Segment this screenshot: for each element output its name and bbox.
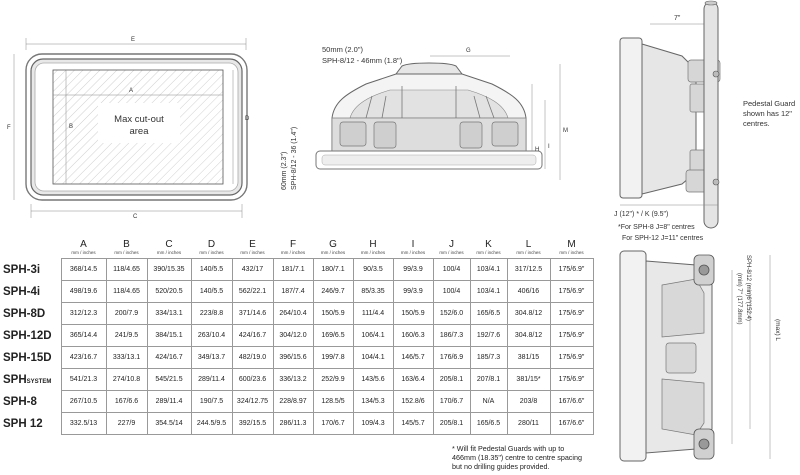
pedestal-note-line3: centres. <box>743 119 770 128</box>
col-header-j: J <box>449 239 454 250</box>
table-cell: 90/3.5 <box>353 259 393 281</box>
footnote-line1: * Will fit Pedestal Guards with up to <box>452 444 565 453</box>
table-cell: 334/13.1 <box>147 303 191 325</box>
model-name <box>3 413 61 435</box>
unit-label: mm / inches <box>476 250 501 255</box>
table-cell: 336/13.2 <box>273 369 313 391</box>
table-cell: 381/15 <box>507 347 550 369</box>
model-name <box>3 259 61 281</box>
unit-label: mm / inches <box>199 250 224 255</box>
table-cell: 312/12.3 <box>61 303 106 325</box>
pedestal-note-line2: shown has 12" <box>743 109 792 118</box>
table-cell: 190/7.5 <box>191 391 232 413</box>
table-cell: 150/5.9 <box>313 303 353 325</box>
table-cell: 180/7.1 <box>313 259 353 281</box>
dim-b-label: B <box>69 124 74 130</box>
unit-label: mm / inches <box>156 250 182 255</box>
table-cell: 103/4.1 <box>470 281 507 303</box>
table-cell: 246/9.7 <box>313 281 353 303</box>
table-cell: 140/5.5 <box>191 259 232 281</box>
dim-h-label: H <box>535 147 540 153</box>
table-cell: 562/22.1 <box>232 281 273 303</box>
sph8-centres-note: *For SPH-8 J=8" centres <box>618 224 695 231</box>
table-cell: 199/7.8 <box>313 347 353 369</box>
table-cell: 384/15.1 <box>147 325 191 347</box>
table-cell: 150/5.9 <box>393 303 433 325</box>
model-name <box>3 391 61 413</box>
table-cell: 175/6.9" <box>550 259 593 281</box>
table-cell: 152.8/6 <box>393 391 433 413</box>
min-spacing-label: (min) 7" (177.8mm) <box>736 273 742 325</box>
dim-d-label: D <box>245 116 250 122</box>
unit-label: mm / inches <box>320 250 346 255</box>
table-cell: 406/16 <box>507 281 550 303</box>
table-cell: 143/5.6 <box>353 369 393 391</box>
table-cell: 289/11.4 <box>147 391 191 413</box>
table-header-row <box>3 239 593 250</box>
table-cell: 134/5.3 <box>353 391 393 413</box>
table-cell: 223/8.8 <box>191 303 232 325</box>
table-row <box>3 281 593 303</box>
model-name <box>3 369 61 391</box>
table-cell: 371/14.6 <box>232 303 273 325</box>
table-cell: 109/4.3 <box>353 413 393 435</box>
table-cell: 600/23.6 <box>232 369 273 391</box>
col-header-a: A <box>80 239 87 250</box>
dim-e-label: E <box>131 37 136 43</box>
table-cell: 111/4.4 <box>353 303 393 325</box>
table-cell: 317/12.5 <box>507 259 550 281</box>
display-side <box>620 38 642 198</box>
table-cell: 349/13.7 <box>191 347 232 369</box>
sph12-centres-note: For SPH-12 J=11" centres <box>622 235 704 242</box>
col-header-g: G <box>329 239 337 250</box>
table-cell: 175/6.9" <box>550 369 593 391</box>
jk-dim-label: J (12") * / K (9.5") <box>614 211 669 218</box>
table-cell: 163/6.4 <box>393 369 433 391</box>
table-cell: 169/6.5 <box>313 325 353 347</box>
table-row <box>3 347 593 369</box>
dim-a-label: A <box>129 88 134 94</box>
table-cell: 167/6.6 <box>106 391 147 413</box>
table-cell: 390/15.35 <box>147 259 191 281</box>
dim-i-label: I <box>548 144 550 150</box>
max-spacing-label: (max) L <box>774 319 781 342</box>
display-edge-bottom <box>620 251 646 461</box>
table-cell: 103/4.1 <box>470 259 507 281</box>
table-row <box>3 369 593 391</box>
table-cell: 146/5.7 <box>393 347 433 369</box>
table-cell: 267/10.5 <box>61 391 106 413</box>
cut-out-label-line2: area <box>129 126 149 137</box>
bottom-view-drawing <box>600 245 800 475</box>
table-cell: 264/10.4 <box>273 303 313 325</box>
table-cell: 289/11.4 <box>191 369 232 391</box>
table-cell: 160/6.3 <box>393 325 433 347</box>
unit-label: mm / inches <box>280 250 306 255</box>
model-label: SPH <box>3 373 27 386</box>
unit-row <box>3 250 593 259</box>
model-label: SPH-15D <box>3 351 52 364</box>
table-row <box>3 413 593 435</box>
pedestal-note-line1: Pedestal Guard <box>743 99 796 108</box>
col-header-k: K <box>485 239 492 250</box>
guard-offset-label: 7" <box>674 15 681 22</box>
footnote-line3: but no drilling guides provided. <box>452 462 550 471</box>
depth-note-2: SPH-8/12 - 46mm (1.8") <box>322 56 403 65</box>
table-row <box>3 325 593 347</box>
model-name <box>3 281 61 303</box>
col-header-f: F <box>289 239 297 250</box>
unit-label: mm / inches <box>439 250 464 255</box>
table-cell: 274/10.8 <box>106 369 147 391</box>
table-cell: 181/7.1 <box>273 259 313 281</box>
table-cell: 175/6.9" <box>550 325 593 347</box>
table-cell: 145/5.7 <box>393 413 433 435</box>
table-cell: 241/9.5 <box>106 325 147 347</box>
table-cell: 545/21.5 <box>147 369 191 391</box>
dim-g-label: G <box>466 48 471 54</box>
model-label: SPH-3i <box>3 263 41 276</box>
unit-label: mm / inches <box>240 250 265 255</box>
model-label: SPH-8 <box>3 395 37 408</box>
table-cell: 381/15* <box>507 369 550 391</box>
table-cell: 118/4.65 <box>106 281 147 303</box>
pedestal-guard-post <box>704 2 718 228</box>
sph812-min-spacing-label: SPH-8/12 (min)6"(152.4) <box>745 255 751 321</box>
table-cell: N/A <box>470 391 507 413</box>
table-cell: 165/6.5 <box>470 303 507 325</box>
model-label: SPH-4i <box>3 285 41 298</box>
table-cell: 170/6.7 <box>433 391 470 413</box>
table-cell: 165/6.5 <box>470 413 507 435</box>
table-cell: 140/5.5 <box>191 281 232 303</box>
table-cell: 85/3.35 <box>353 281 393 303</box>
model-label: SPH-12D <box>3 329 52 342</box>
table-cell: 100/4 <box>433 259 470 281</box>
model-label: SPH 12 <box>3 417 43 430</box>
col-header-b: B <box>123 239 130 250</box>
unit-label: mm / inches <box>516 250 541 255</box>
unit-label: mm / inches <box>114 250 139 255</box>
table-cell: 432/17 <box>232 259 273 281</box>
table-cell: 167/6.6" <box>550 391 593 413</box>
thickness-note-1: 60mm (2.3") <box>281 151 288 190</box>
depth-note-1: 50mm (2.0") <box>322 45 364 54</box>
table-cell: 365/14.4 <box>61 325 106 347</box>
front-view-drawing <box>0 0 270 230</box>
col-header-c: C <box>165 239 173 250</box>
table-cell: 354.5/14 <box>147 413 191 435</box>
table-cell: 185/7.3 <box>470 347 507 369</box>
unit-label: mm / inches <box>400 250 426 255</box>
footnote <box>452 444 652 471</box>
unit-label: mm / inches <box>360 250 386 255</box>
table-cell: 100/4 <box>433 281 470 303</box>
table-cell: 200/7.9 <box>106 303 147 325</box>
table-cell: 368/14.5 <box>61 259 106 281</box>
table-row <box>3 303 593 325</box>
table-cell: 176/6.9 <box>433 347 470 369</box>
model-label: SPH-8D <box>3 307 46 320</box>
table-cell: 286/11.3 <box>273 413 313 435</box>
table-cell: 186/7.3 <box>433 325 470 347</box>
model-name <box>3 325 61 347</box>
table-row <box>3 391 593 413</box>
table-cell: 263/10.4 <box>191 325 232 347</box>
table-cell: 424/16.7 <box>147 347 191 369</box>
table-cell: 152/6.0 <box>433 303 470 325</box>
table-cell: 541/21.3 <box>61 369 106 391</box>
dim-m-label: M <box>563 128 568 134</box>
table-cell: 207/8.1 <box>470 369 507 391</box>
table-cell: 175/6.9" <box>550 303 593 325</box>
footnote-line2: 466mm (18.35") centre to centre spacing <box>452 453 582 462</box>
dimensions-table <box>3 239 594 435</box>
table-cell: 482/19.0 <box>232 347 273 369</box>
model-name <box>3 303 61 325</box>
table-cell: 187/7.4 <box>273 281 313 303</box>
unit-label: mm / inches <box>71 250 96 255</box>
table-cell: 106/4.1 <box>353 325 393 347</box>
table-cell: 252/9.9 <box>313 369 353 391</box>
table-cell: 304.8/12 <box>507 303 550 325</box>
col-header-i: I <box>411 239 415 250</box>
unit-label: mm / inches <box>559 250 584 255</box>
col-header-d: D <box>207 239 216 250</box>
table-row <box>3 259 593 281</box>
model-name <box>3 347 61 369</box>
table-body <box>3 259 593 435</box>
table-cell: 424/16.7 <box>232 325 273 347</box>
table-cell: 324/12.75 <box>232 391 273 413</box>
table-cell: 280/11 <box>507 413 550 435</box>
table-cell: 99/3.9 <box>393 259 433 281</box>
table-cell: 128.5/5 <box>313 391 353 413</box>
table-cell: 227/9 <box>106 413 147 435</box>
table-cell: 332.5/13 <box>61 413 106 435</box>
table-cell: 304.8/12 <box>507 325 550 347</box>
col-header-e: E <box>249 239 256 250</box>
table-cell: 228/8.97 <box>273 391 313 413</box>
table-cell: 304/12.0 <box>273 325 313 347</box>
table-cell: 118/4.65 <box>106 259 147 281</box>
cut-out-label-line1: Max cut-out <box>114 114 164 125</box>
table-cell: 170/6.7 <box>313 413 353 435</box>
table-cell: 167/6.6" <box>550 413 593 435</box>
col-header-h: H <box>369 239 377 250</box>
table-cell: 175/6.9" <box>550 347 593 369</box>
table-cell: 423/16.7 <box>61 347 106 369</box>
col-header-m: M <box>567 239 576 250</box>
dim-f-label: F <box>7 125 11 131</box>
guard-side-view-drawing <box>600 0 800 250</box>
thickness-note-2: SPH-8/12 - 36 (1.4") <box>291 126 298 190</box>
table-cell: 205/8.1 <box>433 413 470 435</box>
table-cell: 520/20.5 <box>147 281 191 303</box>
table-cell: 244.5/9.5 <box>191 413 232 435</box>
side-view-drawing <box>270 0 600 230</box>
table-cell: 192/7.6 <box>470 325 507 347</box>
table-cell: 104/4.1 <box>353 347 393 369</box>
table-cell: 392/15.5 <box>232 413 273 435</box>
table-cell: 333/13.1 <box>106 347 147 369</box>
table-cell: 396/15.6 <box>273 347 313 369</box>
model-suffix: SYSTEM <box>26 378 52 385</box>
table-cell: 203/8 <box>507 391 550 413</box>
table-cell: 498/19.6 <box>61 281 106 303</box>
dim-c-label: C <box>133 214 138 220</box>
table-cell: 99/3.9 <box>393 281 433 303</box>
table-cell: 205/8.1 <box>433 369 470 391</box>
col-header-l: L <box>525 239 532 250</box>
table-cell: 175/6.9" <box>550 281 593 303</box>
